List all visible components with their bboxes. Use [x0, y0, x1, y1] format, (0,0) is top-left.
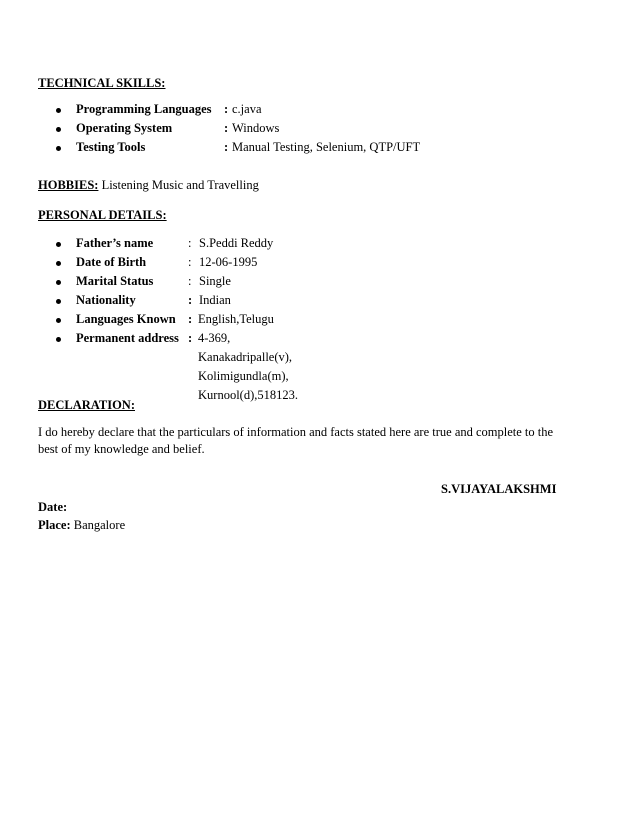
bullet-icon: [56, 242, 61, 247]
skill-value: Manual Testing, Selenium, QTP/UFT: [232, 140, 421, 154]
detail-label: Marital Status: [76, 274, 154, 288]
skill-value: Windows: [232, 121, 280, 135]
skill-colon: :: [224, 102, 229, 116]
place-line: [38, 518, 125, 533]
bullet-icon: [56, 146, 61, 151]
detail-value: Single: [199, 274, 231, 288]
detail-label: Father’s name: [76, 236, 154, 250]
declaration-text: I do hereby declare that the particulars of information and facts stated here are true and complete to the best of my knowledge and belief.: [38, 425, 554, 456]
bullet-icon: [56, 261, 61, 266]
declaration-heading: DECLARATION:: [38, 398, 135, 412]
hobbies-value: Listening Music and Travelling: [101, 178, 259, 192]
bullet-icon: [56, 299, 61, 304]
detail-label: Date of Birth: [76, 255, 147, 269]
skill-label: Testing Tools: [76, 140, 146, 154]
detail-value: 4-369,: [198, 331, 231, 345]
address-line: Kolimigundla(m),: [198, 369, 289, 383]
bullet-icon: [56, 318, 61, 323]
detail-label: Permanent address: [76, 331, 179, 345]
date-label: Date:: [38, 500, 68, 514]
bullet-icon: [56, 337, 61, 342]
skill-colon: :: [224, 140, 229, 154]
skill-colon: :: [224, 121, 229, 135]
hobbies-label: HOBBIES:: [38, 178, 99, 192]
detail-colon: :: [188, 255, 192, 269]
detail-label: Nationality: [76, 293, 136, 307]
place-value: Bangalore: [70, 518, 126, 532]
detail-value: S.Peddi Reddy: [199, 236, 274, 250]
detail-colon: :: [188, 293, 193, 307]
detail-value: Indian: [199, 293, 231, 307]
bullet-icon: [56, 108, 61, 113]
bullet-icon: [56, 127, 61, 132]
skill-label: Programming Languages: [76, 102, 212, 116]
skill-value: c.java: [232, 102, 262, 116]
place-label: Place:: [38, 518, 71, 532]
detail-colon: :: [188, 331, 193, 345]
detail-value: English,Telugu: [198, 312, 274, 326]
detail-colon: :: [188, 274, 192, 288]
address-line: Kanakadripalle(v),: [198, 350, 293, 364]
detail-value: 12-06-1995: [199, 255, 258, 269]
signature-name: S.VIJAYALAKSHMI: [441, 482, 557, 496]
detail-colon: :: [188, 236, 192, 250]
detail-label: Languages Known: [76, 312, 176, 326]
technical-skills-heading: TECHNICAL SKILLS:: [38, 76, 166, 90]
personal-details-heading: PERSONAL DETAILS:: [38, 208, 167, 222]
hobbies-line: [38, 178, 259, 193]
bullet-icon: [56, 280, 61, 285]
address-line: Kurnool(d),518123.: [198, 388, 298, 402]
detail-colon: :: [188, 312, 193, 326]
skill-label: Operating System: [76, 121, 173, 135]
